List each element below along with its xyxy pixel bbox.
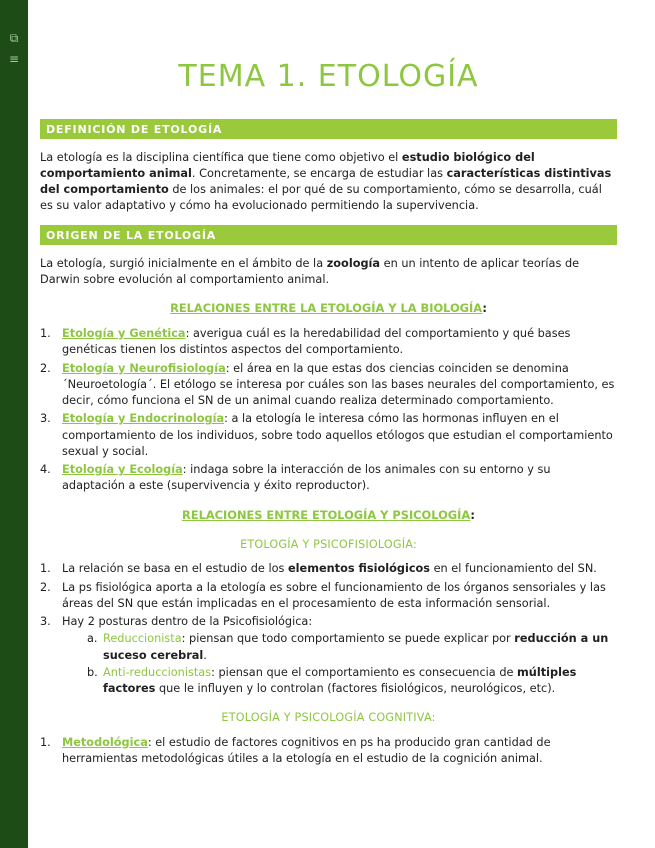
text-segment: en el funcionamiento del SN.: [430, 562, 597, 576]
link-text: Etología y Endocrinología: [62, 412, 225, 426]
menu-icon[interactable]: ≡: [8, 52, 20, 66]
viewer-sidebar: [0, 0, 28, 848]
sub-list-item-text: [103, 665, 617, 698]
text-segment: estudio biológico del comportamiento animal: [40, 150, 535, 180]
text-segment: Anti-reduccionistas: [103, 665, 212, 679]
text-segment: : piensan que el comportamiento es consecuencia de: [211, 665, 518, 679]
list-item-text: [62, 462, 617, 495]
text-segment: en un intento de aplicar teorías de Darwin sobre evolución al comportamiento animal.: [40, 256, 580, 286]
pages-icon[interactable]: ⧉: [9, 31, 19, 45]
link-text: RELACIONES ENTRE LA ETOLOGÍA Y LA BIOLOGÍA: [170, 301, 483, 316]
text-segment: La etología es la disciplina científica que tiene como objetivo el: [40, 150, 402, 164]
heading-psicologia-cognitiva: ETOLOGÍA Y PSICOLOGÍA COGNITIVA:: [221, 711, 436, 725]
list-item-text: [62, 614, 617, 697]
list-item: [40, 580, 617, 613]
text-segment: Hay 2 posturas dentro de la Psicofisiológica:: [62, 615, 313, 629]
paragraph-origen: [40, 256, 617, 289]
heading-relaciones-psicologia: [40, 508, 617, 524]
text-segment: características distintivas del comportamiento: [40, 166, 612, 197]
page-content: [28, 0, 655, 848]
text-segment: .: [203, 648, 207, 662]
link-text: Etología y Genética: [62, 327, 186, 341]
text-segment: . Concretamente, se encarga de estudiar las: [191, 166, 447, 180]
list-item: [40, 361, 617, 410]
text-segment: de los animales: el por qué de su comportamiento, cómo se desarrolla, cuál es su valor adaptativo y cómo ha evolucionado permitiendo la supervivencia.: [40, 183, 602, 213]
list-relaciones-biologia: [40, 326, 617, 495]
text-segment: reducción a un suceso cerebral: [103, 632, 609, 662]
text-segment: : el área en la que estas dos ciencias coinciden se denomina ´Neuroetología´. El etólogo se interesa por cuáles son las bases neurales del comportamiento, es decir, cómo funciona el SN de un animal cuando realiza determinado comportamiento.: [62, 361, 615, 408]
list-item-text: [62, 580, 617, 613]
list-item: [40, 561, 617, 577]
text-segment: La etología, surgió inicialmente en el ámbito de la: [40, 256, 327, 270]
list-psicofisiologia: [40, 561, 617, 697]
document-title: TEMA 1. ETOLOGÍA: [178, 59, 479, 94]
sub-list-item: [87, 631, 617, 664]
text-segment: : piensan que todo comportamiento se puede explicar por: [181, 632, 515, 646]
link-text: Etología y Neurofisiología: [62, 361, 226, 375]
list-item: [40, 462, 617, 495]
link-text: RELACIONES ENTRE ETOLOGÍA Y PSICOLOGÍA: [182, 507, 471, 522]
text-segment: : averigua cuál es la heredabilidad del comportamiento y qué bases genéticas tienen los distintos aspectos del comportamiento.: [62, 327, 571, 357]
list-marker: 3.: [40, 412, 51, 426]
text-segment: La ps fisiológica aporta a la etología es sobre el funcionamiento de los órganos sensoriales y las áreas del SN que están implicadas en el procesamiento de esta información sensorial.: [62, 580, 606, 610]
section-header-origen: ORIGEN DE LA ETOLOGÍA: [40, 225, 617, 245]
list-item-text: [62, 735, 617, 768]
list-item-line: [62, 614, 617, 630]
sub-list-item-text: [103, 631, 617, 664]
text-segment: : indaga sobre la interacción de los animales con su entorno y su adaptación a este (supervivencia y éxito reproductor).: [62, 463, 551, 493]
heading-psicofisiologia: ETOLOGÍA Y PSICOFISIOLOGÍA:: [240, 537, 417, 551]
text-segment: Reduccionista: [103, 632, 182, 646]
list-item-text: [62, 561, 617, 577]
paragraph-definicion: [40, 150, 617, 215]
text-segment: La relación se basa en el estudio de los: [62, 562, 289, 576]
text-segment: : el estudio de factores cognitivos en ps ha producido gran cantidad de herramientas metodológicas útiles a la etología en el estudio de la cognición animal.: [62, 736, 551, 766]
list-marker: 4.: [40, 463, 51, 477]
text-segment: zoología: [326, 256, 381, 270]
list-item-text: [62, 411, 617, 460]
list-marker: 2.: [40, 361, 51, 375]
list-item-text: [62, 361, 617, 410]
text-segment: que le influyen y lo controlan (factores fisiológicos, neurológicos, etc).: [155, 682, 556, 696]
list-psicologia-cognitiva: [40, 735, 617, 768]
list-marker: 1.: [40, 562, 51, 576]
list-item: [40, 411, 617, 460]
list-item-text: [62, 326, 617, 359]
list-item: [40, 735, 617, 768]
list-marker: b.: [87, 665, 98, 679]
text-segment: múltiples factores: [103, 665, 577, 696]
section-header-definicion: DEFINICIÓN DE ETOLOGÍA: [40, 119, 617, 139]
link-text: Metodológica: [62, 736, 148, 750]
text-segment: :: [470, 507, 475, 522]
link-text: Etología y Ecología: [62, 463, 183, 477]
list-marker: a.: [87, 632, 98, 646]
list-marker: 3.: [40, 615, 51, 629]
heading-relaciones-biologia: [40, 301, 617, 317]
list-marker: 2.: [40, 580, 51, 594]
list-item: [40, 326, 617, 359]
list-marker: 1.: [40, 736, 51, 750]
list-item: [40, 614, 617, 697]
text-segment: :: [482, 301, 487, 316]
text-segment: elementos fisiológicos: [288, 562, 431, 576]
list-marker: 1.: [40, 327, 51, 341]
text-segment: : a la etología le interesa cómo las hormonas influyen en el comportamiento de los individuos, sobre todo aquellos etólogos que estudian el comportamiento sexual y social.: [62, 412, 613, 458]
sub-list-item: [87, 665, 617, 698]
